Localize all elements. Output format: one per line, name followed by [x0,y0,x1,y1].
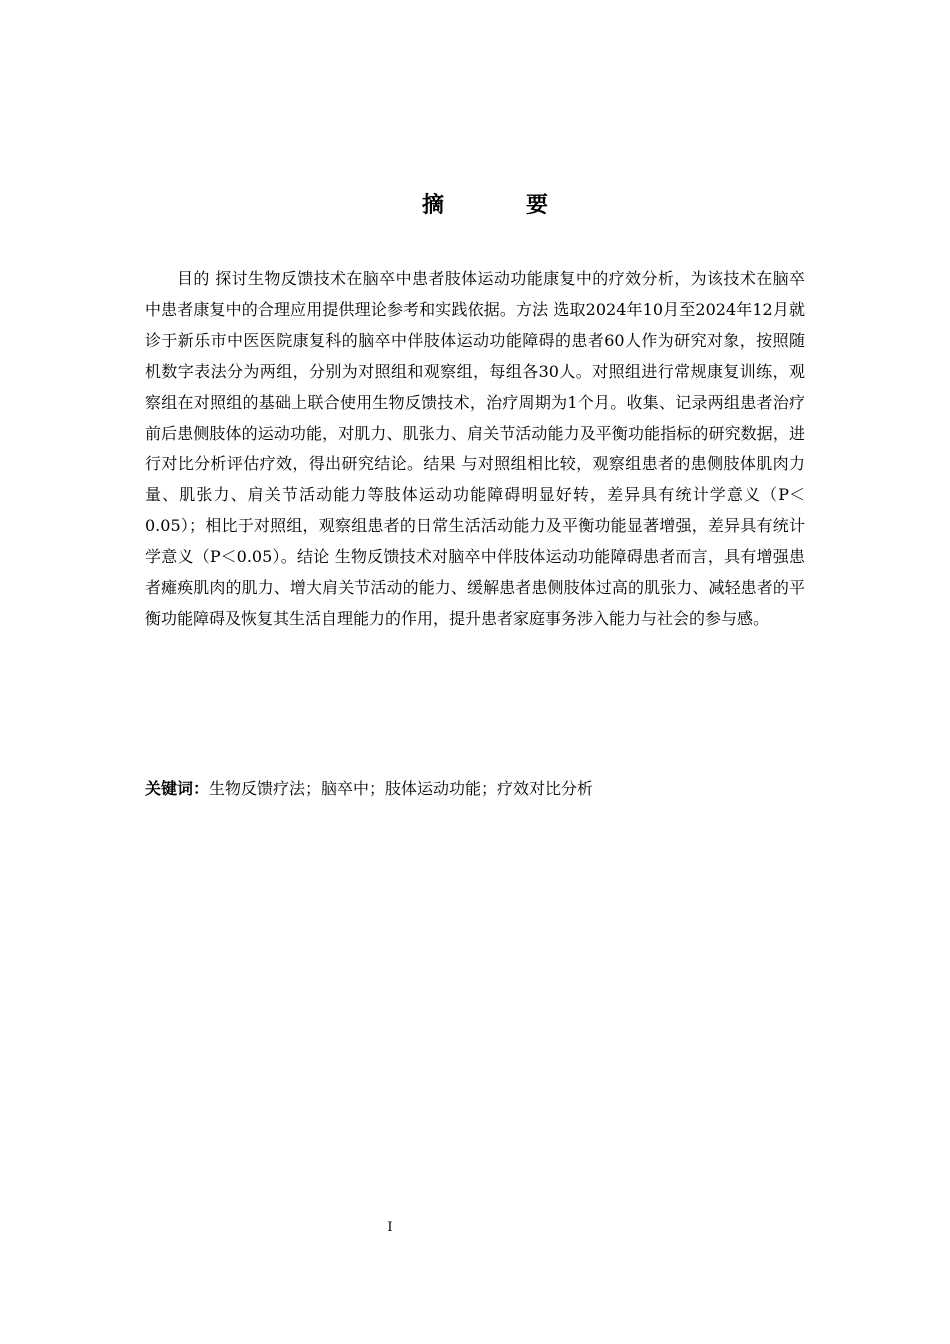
keywords-label: 关键词： [145,779,210,798]
keywords-line [145,774,805,804]
page-number: I [387,1220,393,1235]
abstract-title: 摘 要 [421,193,578,218]
abstract-body: 目的 探讨生物反馈技术在脑卒中患者肢体运动功能康复中的疗效分析，为该技术在脑卒中患者康复中的合理应用提供理论参考和实践依据。方法 选取2024年10月至2024年12月就诊于新乐市中医医院康复科的脑卒中伴肢体运动功能障碍的患者60人作为研究对象，按照随机数字表法分为两组，分别为对照组和观察组，每组各30人。对照组进行常规康复训练，观察组在对照组的基础上联合使用生物反馈技术，治疗周期为1个月。收集、记录两组患者治疗前后患侧肢体的运动功能，对肌力、肌张力、肩关节活动能力及平衡功能指标的研究数据，进行对比分析评估疗效，得出研究结论。结果 与对照组相比较，观察组患者的患侧肢体肌肉力量、肌张力、肩关节活动能力等肢体运动功能障碍明显好转，差异具有统计学意义（P＜0.05）；相比于对照组，观察组患者的日常生活活动能力及平衡功能显著增强，差异具有统计学意义（P＜0.05）。结论 生物反馈技术对脑卒中伴肢体运动功能障碍患者而言，具有增强患者瘫痪肌肉的肌力、增大肩关节活动的能力、缓解患者患侧肢体过高的肌张力、减轻患者的平衡功能障碍及恢复其生活自理能力的作用，提升患者家庭事务涉入能力与社会的参与感。 [145,269,805,628]
keywords-text: 生物反馈疗法；脑卒中；肢体运动功能；疗效对比分析 [209,779,594,798]
